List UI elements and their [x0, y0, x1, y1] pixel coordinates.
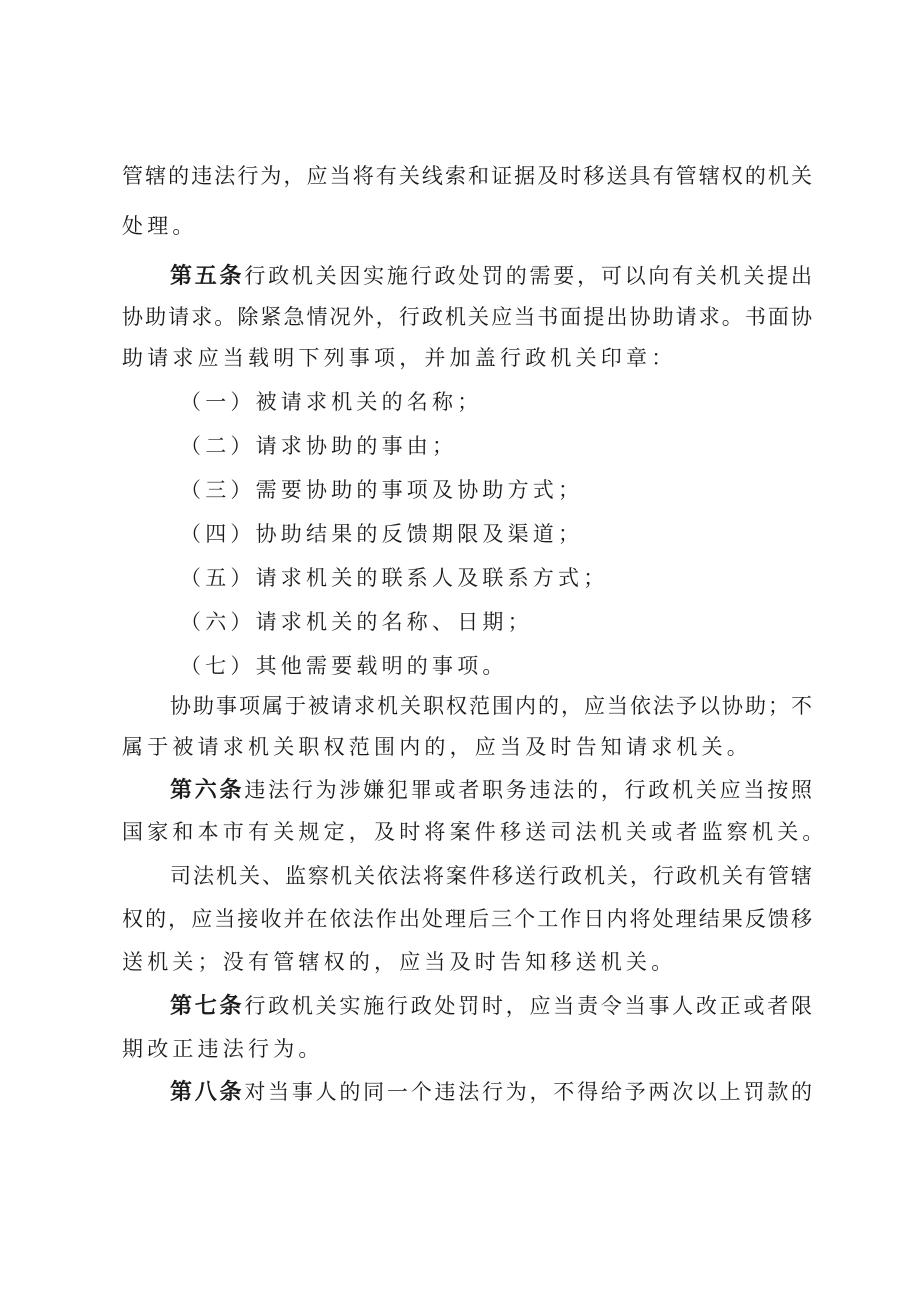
- line-text: （五）请求机关的联系人及联系方式；: [180, 566, 609, 590]
- paragraph-line: [170, 862, 812, 890]
- line-text: 协助请求。除紧急情况外，行政机关应当书面提出协助请求。书面协: [122, 305, 812, 329]
- line-text: （一）被请求机关的名称；: [180, 390, 483, 414]
- paragraph-line: [122, 344, 812, 372]
- line-text: 司法机关、监察机关依法将案件移送行政机关，行政机关有管辖: [170, 864, 812, 888]
- line-text: 管辖的违法行为，应当将有关线索和证据及时移送具有管辖权的机关: [122, 164, 812, 188]
- line-text: 属于被请求机关职权范围内的，应当及时告知请求机关。: [122, 735, 752, 759]
- article-number: 第七条: [170, 994, 245, 1019]
- article-number: 第六条: [170, 778, 245, 803]
- line-text: 期改正违法行为。: [122, 1037, 324, 1061]
- line-text: （四）协助结果的反馈期限及渠道；: [180, 522, 584, 546]
- line-text: 助请求应当载明下列事项，并加盖行政机关印章：: [122, 346, 677, 370]
- line-text: 权的，应当接收并在依法作出处理后三个工作日内将处理结果反馈移: [122, 907, 812, 931]
- paragraph-line: [122, 818, 828, 846]
- line-text: 违法行为涉嫌犯罪或者职务违法的，行政机关应当按照: [244, 778, 812, 802]
- line-text: （七）其他需要载明的事项。: [180, 654, 508, 678]
- line-text: 行政机关因实施行政处罚的需要，可以向有关机关提出: [244, 264, 812, 288]
- list-item: [180, 564, 870, 592]
- paragraph-line: [122, 905, 812, 933]
- article-number: 第五条: [170, 264, 245, 289]
- line-text: （六）请求机关的名称、日期；: [180, 610, 533, 634]
- paragraph-line: [170, 692, 812, 720]
- line-text: 送机关；没有管辖权的，应当及时告知移送机关。: [122, 950, 677, 974]
- line-text: 国家和本市有关规定，及时将案件移送司法机关或者监察机关。: [122, 820, 828, 844]
- paragraph-line: [122, 212, 812, 240]
- line-text: 对当事人的同一个违法行为，不得给予两次以上罚款的: [244, 1080, 812, 1104]
- line-text: 行政机关实施行政处罚时，应当责令当事人改正或者限: [244, 994, 812, 1018]
- list-item: [180, 388, 870, 416]
- list-item: [180, 476, 870, 504]
- line-text: 处理。: [122, 214, 198, 238]
- list-item: [180, 520, 870, 548]
- list-item: [180, 432, 870, 460]
- list-item: [180, 608, 870, 636]
- paragraph-line: [122, 948, 812, 976]
- article-6-heading-line: [170, 776, 812, 805]
- paragraph-line: [122, 1035, 812, 1063]
- paragraph-line: [122, 303, 812, 331]
- article-number: 第八条: [170, 1080, 245, 1105]
- line-text: （二）请求协助的事由；: [180, 434, 458, 458]
- article-8-heading-line: [170, 1078, 812, 1107]
- paragraph-line: [122, 162, 812, 190]
- article-5-heading-line: [170, 262, 812, 291]
- paragraph-line: [122, 733, 812, 761]
- line-text: 协助事项属于被请求机关职权范围内的，应当依法予以协助；不: [170, 694, 812, 718]
- line-text: （三）需要协助的事项及协助方式；: [180, 478, 584, 502]
- article-7-heading-line: [170, 992, 812, 1021]
- list-item: [180, 652, 870, 680]
